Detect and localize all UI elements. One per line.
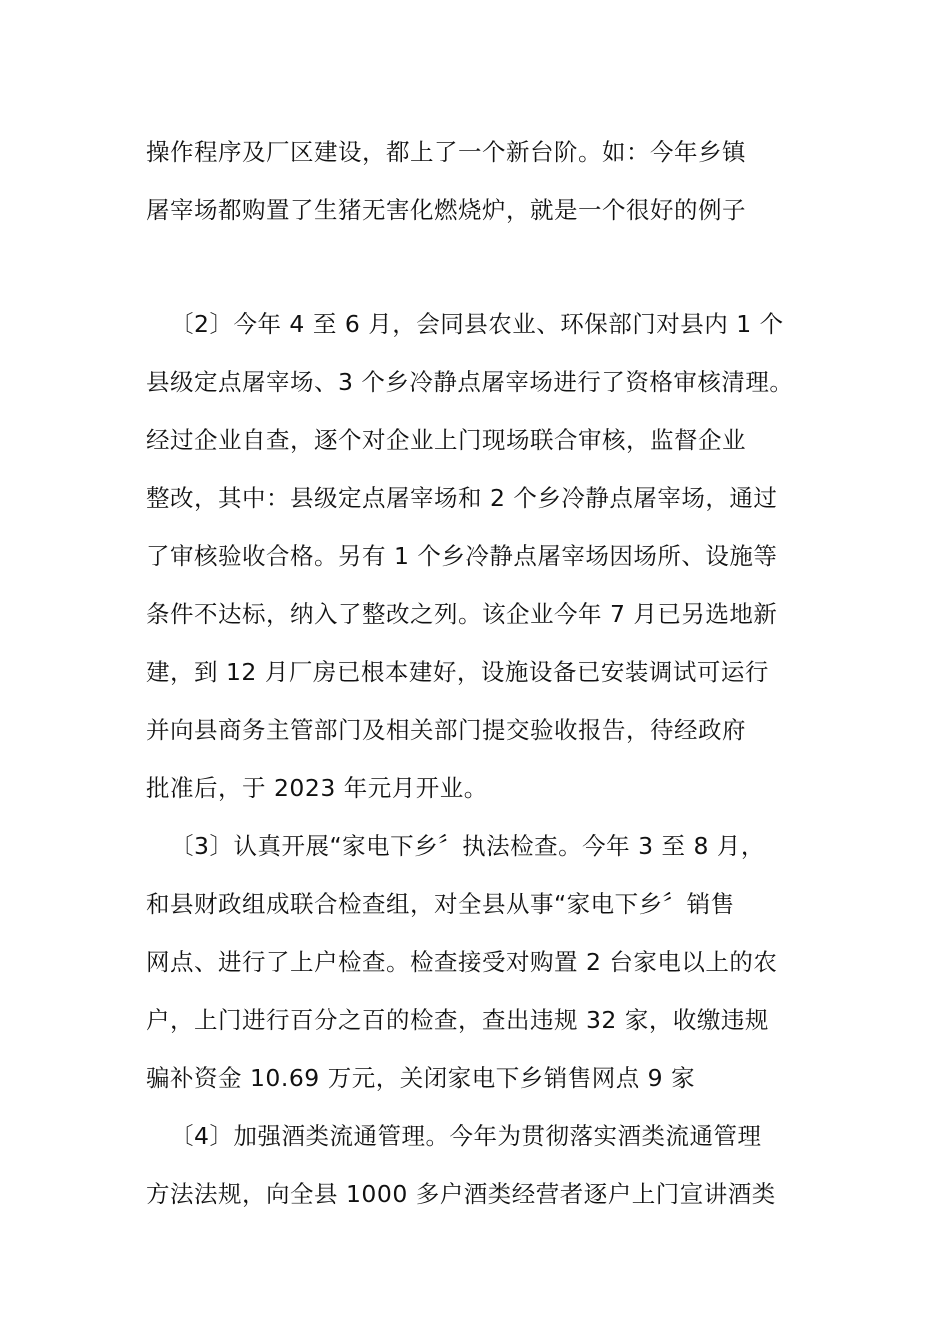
- text-line: 屠宰场都购置了生猪无害化燃烧炉，就是一个很好的例子: [146, 196, 746, 224]
- text-line: 方法法规，向全县 1000 多户酒类经营者逐户上门宣讲酒类: [146, 1180, 776, 1208]
- text-line: 整改，其中：县级定点屠宰场和 2 个乡冷静点屠宰场，通过: [146, 484, 778, 512]
- text-line: 建，到 12 月厂房已根本建好，设施设备已安装调试可运行: [146, 658, 769, 686]
- paragraph-item-4: [146, 1107, 816, 1223]
- text-line: 〔4〕加强酒类流通管理。今年为贯彻落实酒类流通管理: [170, 1122, 762, 1150]
- intro-paragraph: [146, 123, 816, 239]
- text-line: 并向县商务主管部门及相关部门提交验收报告，待经政府: [146, 716, 746, 744]
- paragraph-item-2: [146, 295, 816, 817]
- text-line: 了审核验收合格。另有 1 个乡冷静点屠宰场因场所、设施等: [146, 542, 778, 570]
- paragraph-item-3: [146, 817, 816, 1107]
- body-paragraphs: [146, 295, 816, 1223]
- text-line: 经过企业自查，逐个对企业上门现场联合审核，监督企业: [146, 426, 746, 454]
- text-line: 户，上门进行百分之百的检查，查出违规 32 家，收缴违规: [146, 1006, 769, 1034]
- text-line: 操作程序及厂区建设，都上了一个新台阶。如：今年乡镇: [146, 138, 746, 166]
- text-line: 批准后，于 2023 年元月开业。: [146, 774, 488, 802]
- text-line: 网点、进行了上户检查。检查接受对购置 2 台家电以上的农: [146, 948, 778, 976]
- text-line: 骗补资金 10.69 万元，关闭家电下乡销售网点 9 家: [146, 1064, 696, 1092]
- text-line: 和县财政组成联合检查组，对全县从事“家电下乡〞销售: [146, 890, 735, 918]
- text-line: 〔2〕今年 4 至 6 月，会同县农业、环保部门对县内 1 个: [170, 310, 784, 338]
- text-line: 条件不达标，纳入了整改之列。该企业今年 7 月已另选地新: [146, 600, 778, 628]
- text-line: 县级定点屠宰场、3 个乡冷静点屠宰场进行了资格审核清理。: [146, 368, 794, 396]
- text-line: 〔3〕认真开展“家电下乡〞执法检查。今年 3 至 8 月，: [170, 832, 765, 860]
